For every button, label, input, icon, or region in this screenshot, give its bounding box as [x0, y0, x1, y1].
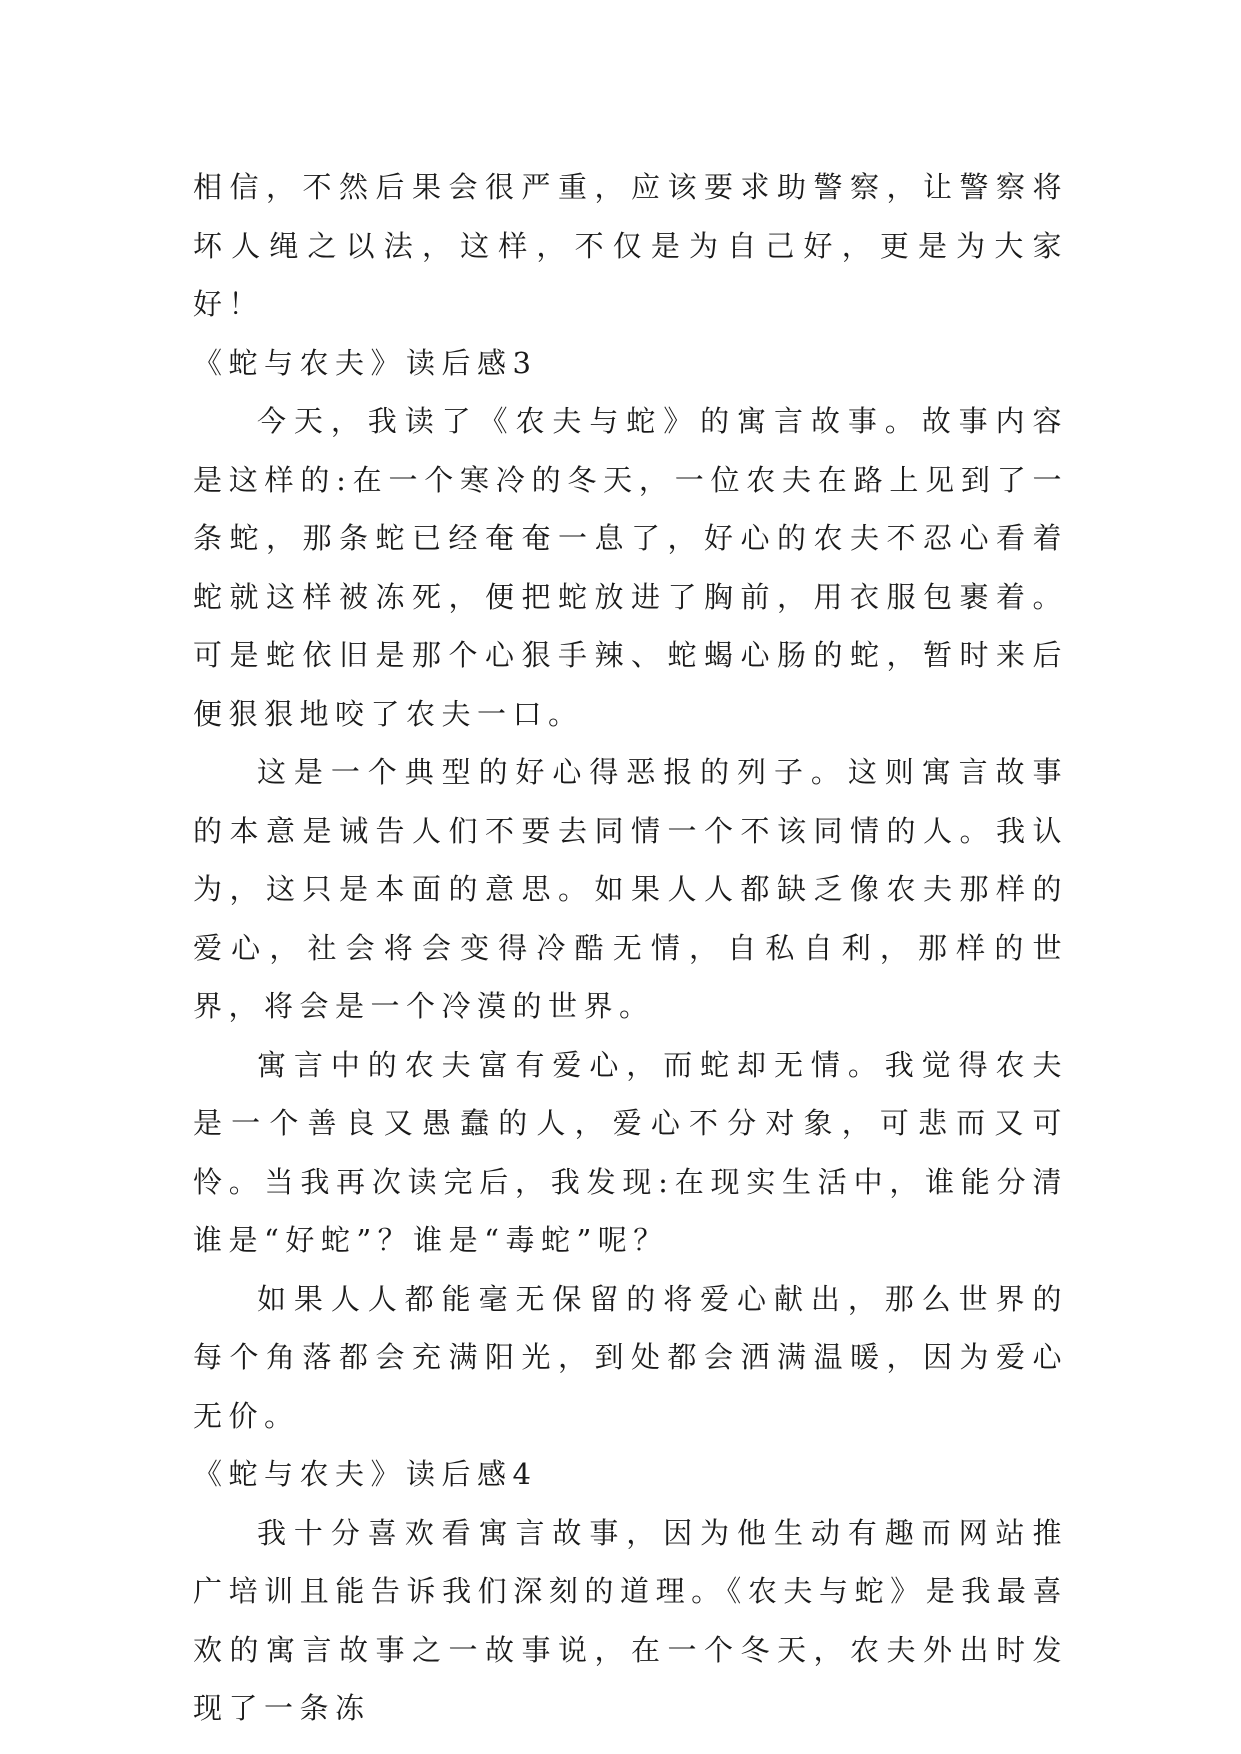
section-3-paragraph-1: 今天，我读了《农夫与蛇》的寓言故事。故事内容是这样的:在一个寒冷的冬天，一位农夫在路上见到了一条蛇，那条蛇已经奄奄一息了，好心的农夫不忍心看着蛇就这样被冻死，便把蛇放进了胸前，用衣服包裹着。可是蛇依旧是那个心狠手辣、蛇蝎心肠的蛇，暂时来后便狠狠地咬了农夫一口。 — [193, 404, 1068, 731]
section-4-paragraph-1: 我十分喜欢看寓言故事，因为他生动有趣而网站推广培训且能告诉我们深刻的道理。《农夫与蛇》是我最喜欢的寓言故事之一故事说，在一个冬天，农夫外出时发现了一条冻 — [193, 1515, 1068, 1725]
section-3-heading: 《蛇与农夫》读后感3 — [193, 345, 538, 380]
continuation-paragraph: 相信，不然后果会很严重，应该要求助警察，让警察将坏人绳之以法，这样，不仅是为自己好，更是为大家好！ — [193, 170, 1068, 321]
section-3-paragraph-3: 寓言中的农夫富有爱心，而蛇却无情。我觉得农夫是一个善良又愚蠢的人，爱心不分对象，可悲而又可怜。当我再次读完后，我发现:在现实生活中，谁能分清谁是“好蛇”？谁是“毒蛇”呢？ — [193, 1047, 1068, 1257]
section-4-heading: 《蛇与农夫》读后感4 — [193, 1457, 538, 1491]
document-body — [193, 158, 1068, 1738]
section-3-paragraph-4: 如果人人都能毫无保留的将爱心献出，那么世界的每个角落都会充满阳光，到处都会洒满温暖，因为爱心无价。 — [193, 1281, 1068, 1433]
section-3-paragraph-2: 这是一个典型的好心得恶报的列子。这则寓言故事的本意是诫告人们不要去同情一个不该同情的人。我认为，这只是本面的意思。如果人人都缺乏像农夫那样的爱心，社会将会变得冷酷无情，自私自利，那样的世界，将会是一个冷漠的世界。 — [193, 755, 1068, 1023]
